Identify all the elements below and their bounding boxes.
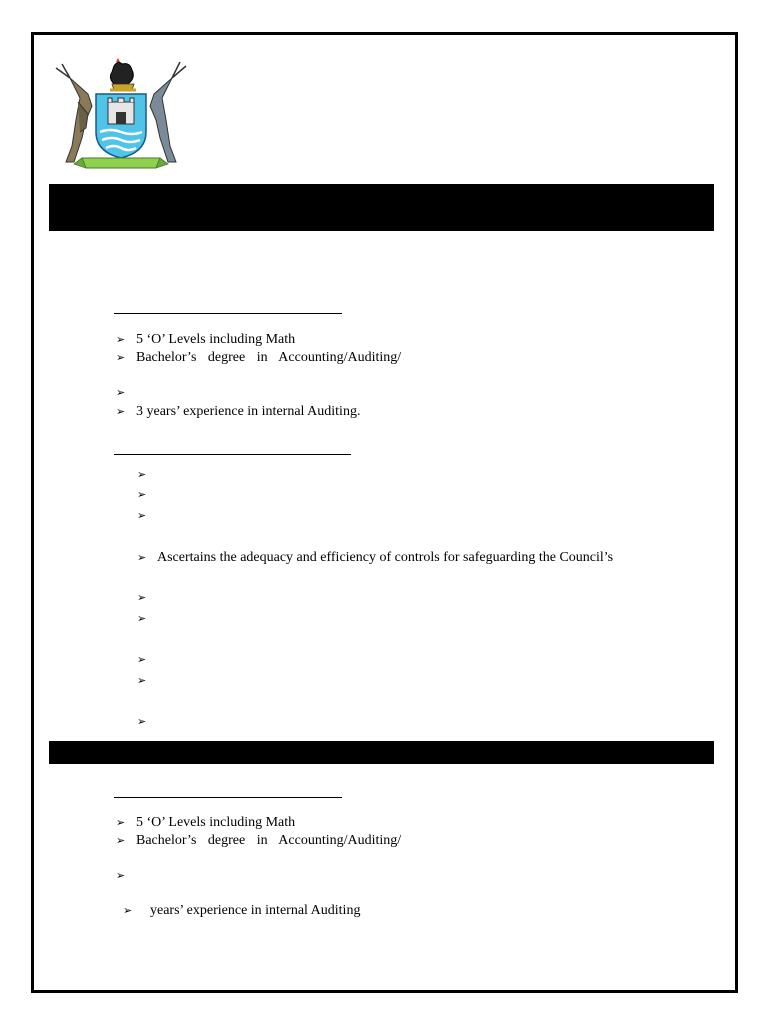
section-heading-underline bbox=[114, 797, 342, 798]
coat-of-arms-icon bbox=[52, 58, 190, 172]
title-banner bbox=[49, 184, 714, 231]
arrow-bullet-icon: ➢ bbox=[116, 351, 126, 364]
list-item: ➢ 5 ‘O’ Levels including Math bbox=[116, 815, 296, 830]
section-heading-underline bbox=[114, 313, 342, 314]
list-item bbox=[116, 868, 136, 884]
list-item: ➢ 5 ‘O’ Levels including Math bbox=[116, 332, 296, 347]
arrow-bullet-icon: ➢ bbox=[116, 386, 126, 399]
list-item bbox=[137, 652, 157, 668]
list-item bbox=[137, 487, 157, 503]
arrow-bullet-icon: ➢ bbox=[137, 591, 147, 604]
section-heading-underline bbox=[114, 454, 351, 455]
list-item: ➢ years’ experience in internal Auditing bbox=[123, 903, 361, 918]
arrow-bullet-icon: ➢ bbox=[116, 816, 126, 829]
arrow-bullet-icon: ➢ bbox=[123, 904, 133, 917]
list-item bbox=[137, 590, 157, 606]
list-item bbox=[137, 467, 157, 483]
arrow-bullet-icon: ➢ bbox=[137, 509, 147, 522]
arrow-bullet-icon: ➢ bbox=[137, 715, 147, 728]
arrow-bullet-icon: ➢ bbox=[137, 551, 147, 564]
arrow-bullet-icon: ➢ bbox=[137, 653, 147, 666]
list-item: ➢ 3 years’ experience in internal Auditing. bbox=[116, 404, 361, 419]
list-item bbox=[116, 385, 136, 401]
arrow-bullet-icon: ➢ bbox=[116, 333, 126, 346]
arrow-bullet-icon: ➢ bbox=[116, 405, 126, 418]
list-item: ➢ Bachelor’s degree in Accounting/Auditing/ bbox=[116, 833, 402, 848]
arrow-bullet-icon: ➢ bbox=[116, 869, 126, 882]
list-item bbox=[137, 714, 157, 730]
arrow-bullet-icon: ➢ bbox=[116, 834, 126, 847]
arrow-bullet-icon: ➢ bbox=[137, 488, 147, 501]
arrow-bullet-icon: ➢ bbox=[137, 612, 147, 625]
list-item bbox=[137, 611, 157, 627]
list-item bbox=[137, 508, 157, 524]
list-item: ➢ Bachelor’s degree in Accounting/Auditing/ bbox=[116, 350, 402, 365]
arrow-bullet-icon: ➢ bbox=[137, 468, 147, 481]
arrow-bullet-icon: ➢ bbox=[137, 674, 147, 687]
list-item: ➢ Ascertains the adequacy and efficiency of controls for safeguarding the Council’s bbox=[137, 550, 614, 565]
section-banner bbox=[49, 741, 714, 764]
list-item bbox=[137, 673, 157, 689]
